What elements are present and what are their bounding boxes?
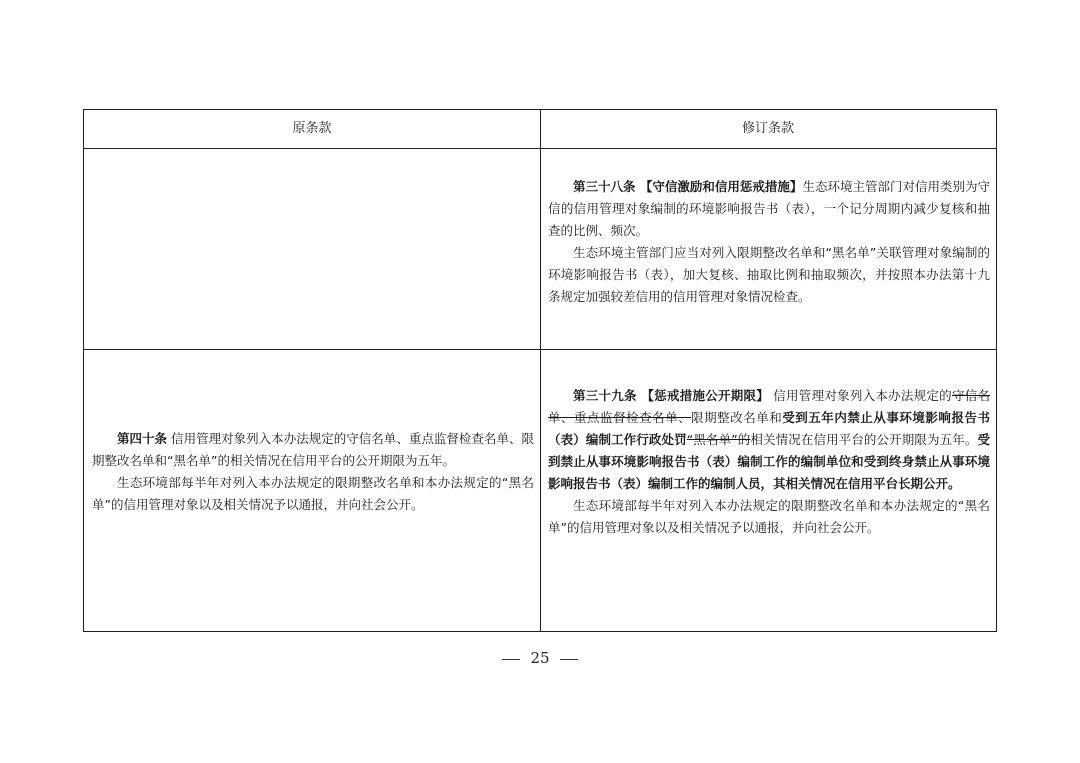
clause-40-paragraph-2: 生态环境部每半年对列入本办法规定的限期整改名单和本办法规定的“黑名单”的信用管理对象以及相关情况予以通报，并向社会公开。 <box>92 475 534 512</box>
clause-39-text-1: 信用管理对象列入本办法规定的 <box>769 388 952 403</box>
clause-39-deleted-1: 守信名单、重点监督检查名单、 <box>548 388 990 425</box>
clause-39-title: 第三十九条 【惩戒措施公开期限】 <box>573 388 770 403</box>
revised-clause-39 <box>548 385 990 539</box>
clause-39-text-3: 相关情况在信用平台的公开期限为五年。 <box>750 432 978 447</box>
header-revised-clause: 修订条款 <box>741 121 794 136</box>
row-divider <box>84 349 996 350</box>
page-number-text: 25 <box>530 649 550 667</box>
clause-40-paragraph-1 <box>92 428 534 472</box>
clause-40-text: 信用管理对象列入本办法规定的守信名单、重点监督检查名单、限期整改名单和“黑名单”的相关情况在信用平台的公开期限为五年。 <box>92 431 534 468</box>
page-dash-right <box>560 659 578 660</box>
clause-39-added-1: 受到五年内禁止从事环境影响报告书（表）编制工作行政处罚 <box>548 410 990 447</box>
page-number <box>0 649 1080 667</box>
clause-39-text-2: 限期整改名单和 <box>691 410 783 425</box>
clause-38-text: 生态环境主管部门对信用类别为守信的信用管理对象编制的环境影响报告书（表），一个记分周期内减少复核和抽查的比例、频次。 <box>548 179 990 238</box>
clause-39-deleted-2: “黑名单”的 <box>686 432 751 447</box>
clause-38-paragraph-2: 生态环境主管部门应当对列入限期整改名单和“黑名单”关联管理对象编制的环境影响报告书（表），加大复核、抽取比例和抽取频次，并按照本办法第十九条规定加强较差信用的信用管理对象情况检查。 <box>548 245 990 304</box>
clause-39-paragraph-2: 生态环境部每半年对列入本办法规定的限期整改名单和本办法规定的“黑名单”的信用管理对象以及相关情况予以通报，并向社会公开。 <box>548 498 990 535</box>
clause-40-title: 第四十条 <box>117 431 168 446</box>
comparison-table <box>83 109 997 632</box>
clause-39-added-2: 受到禁止从事环境影响报告书（表）编制工作的编制单位和受到终身禁止从事环境影响报告书（表）编制工作的编制人员，其相关情况在信用平台长期公开。 <box>548 432 990 491</box>
column-divider <box>540 110 541 631</box>
revised-clause-38 <box>548 176 990 308</box>
header-original-clause: 原条款 <box>292 121 332 136</box>
clause-38-paragraph-1 <box>548 176 990 242</box>
header-divider <box>84 148 996 149</box>
page-dash-left <box>502 659 520 660</box>
original-clause-40 <box>92 428 534 516</box>
clause-39-paragraph-1 <box>548 385 990 495</box>
clause-38-title: 第三十八条 【守信激励和信用惩戒措施】 <box>573 179 803 194</box>
